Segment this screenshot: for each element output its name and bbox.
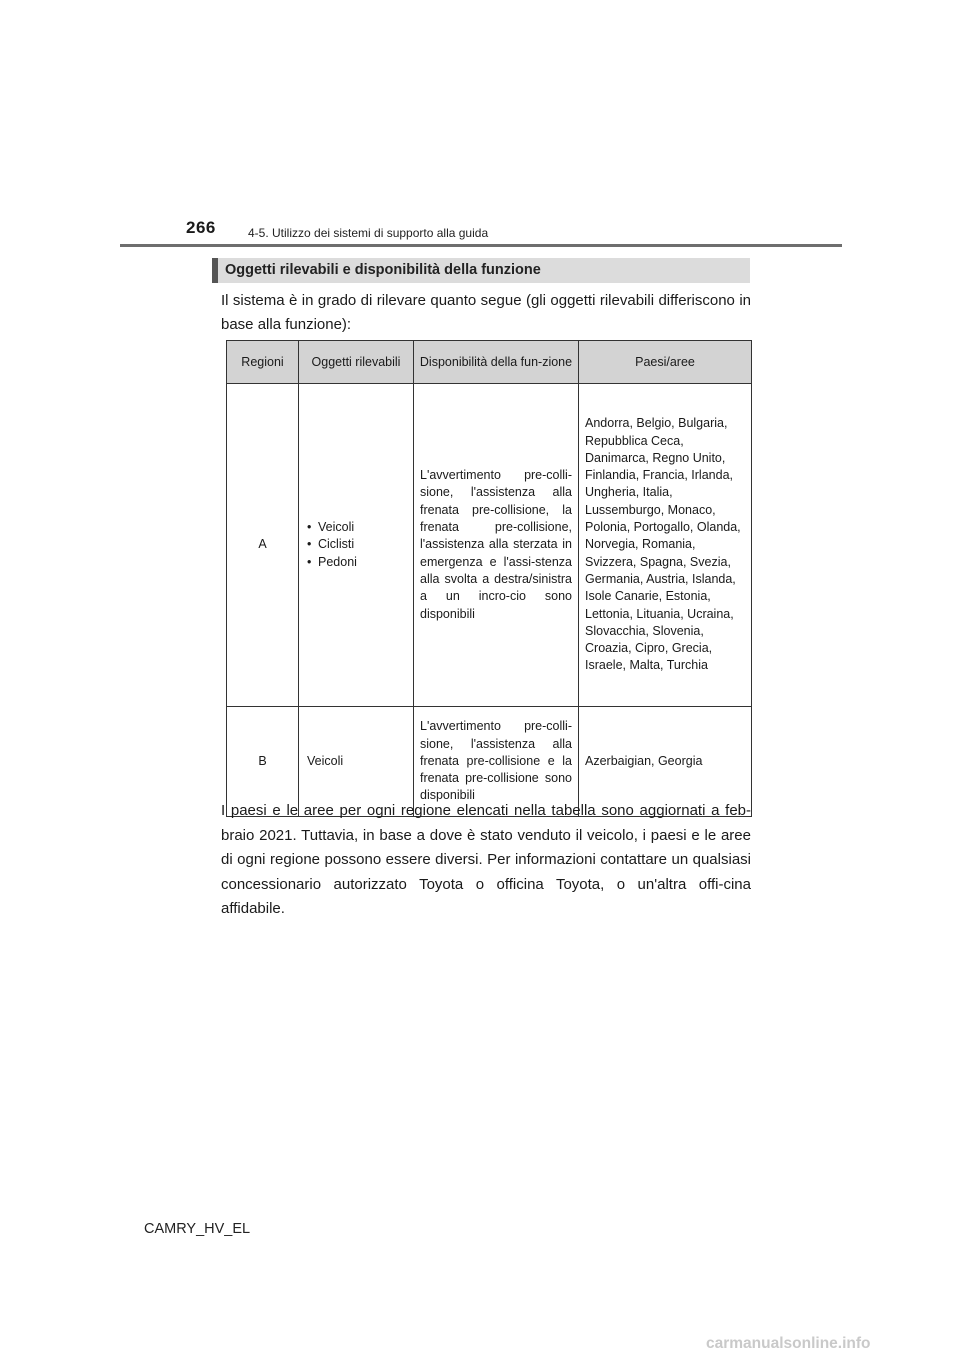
column-header-countries: Paesi/aree [579,341,752,384]
watermark-link[interactable]: carmanualsonline.info [706,1335,871,1352]
header-rule [120,244,842,247]
document-code: CAMRY_HV_EL [144,1221,251,1237]
section-header: 4-5. Utilizzo dei sistemi di supporto alla guida [248,226,489,240]
region-cell: B [227,707,299,817]
section-title-bar [212,258,750,283]
objects-cell: Veicoli [299,707,414,817]
table-row [227,384,752,707]
countries-cell: Andorra, Belgio, Bulgaria, Repubblica Ceca, Danimarca, Regno Unito, Finlandia, Francia, Irlanda, Ungheria, Italia, Lussemburgo, Monaco, Polonia, Portogallo, Olanda, Norvegia, Romania, Svizzera, Spagna, Svezia, Germania, Austria, Islanda, Isole Canarie, Estonia, Lettonia, Lituania, Ucraina, Slovacchia, Slovenia, Croazia, Cipro, Grecia, Israele, Malta, Turchia [579,384,752,707]
table-header-row [227,341,752,384]
list-item: • Veicoli [307,519,412,536]
availability-cell: L'avvertimento pre-colli-sione, l'assistenza alla frenata pre-collisione, la frenata pre-collisione, l'assistenza alla sterzata in emergenza e l'assi-stenza alla svolta a destra/sinistra a un incro-cio sono disponibili [414,384,579,707]
note-paragraph: I paesi e le aree per ogni regione elencati nella tabella sono aggiornati a feb-braio 2021. Tuttavia, in base a dove è stato venduto il veicolo, i paesi e le aree di ogni regione possono essere diversi. Per informazioni contattare un qualsiasi concessionario autorizzato Toyota o officina Toyota, o un'altra offi-cina affidabile. [221,802,751,917]
intro-paragraph: Il sistema è in grado di rilevare quanto segue (gli oggetti rilevabili differiscono in base alla funzione): [221,292,751,333]
region-cell: A [227,384,299,707]
list-item: • Pedoni [307,554,412,571]
column-header-objects: Oggetti rilevabili [299,341,414,384]
column-header-regions: Regioni [227,341,299,384]
objects-list [307,519,412,571]
page-number: 266 [186,218,216,237]
availability-cell: L'avvertimento pre-colli-sione, l'assistenza alla frenata pre-collisione e la frenata pre-collisione sono disponibili [414,707,579,817]
section-title-accent [212,258,218,283]
objects-cell [299,384,414,707]
column-header-availability: Disponibilità della fun-zione [414,341,579,384]
countries-cell: Azerbaigian, Georgia [579,707,752,817]
list-item: • Ciclisti [307,536,412,553]
section-title: Oggetti rilevabili e disponibilità della funzione [225,262,541,278]
regions-table [226,340,752,817]
